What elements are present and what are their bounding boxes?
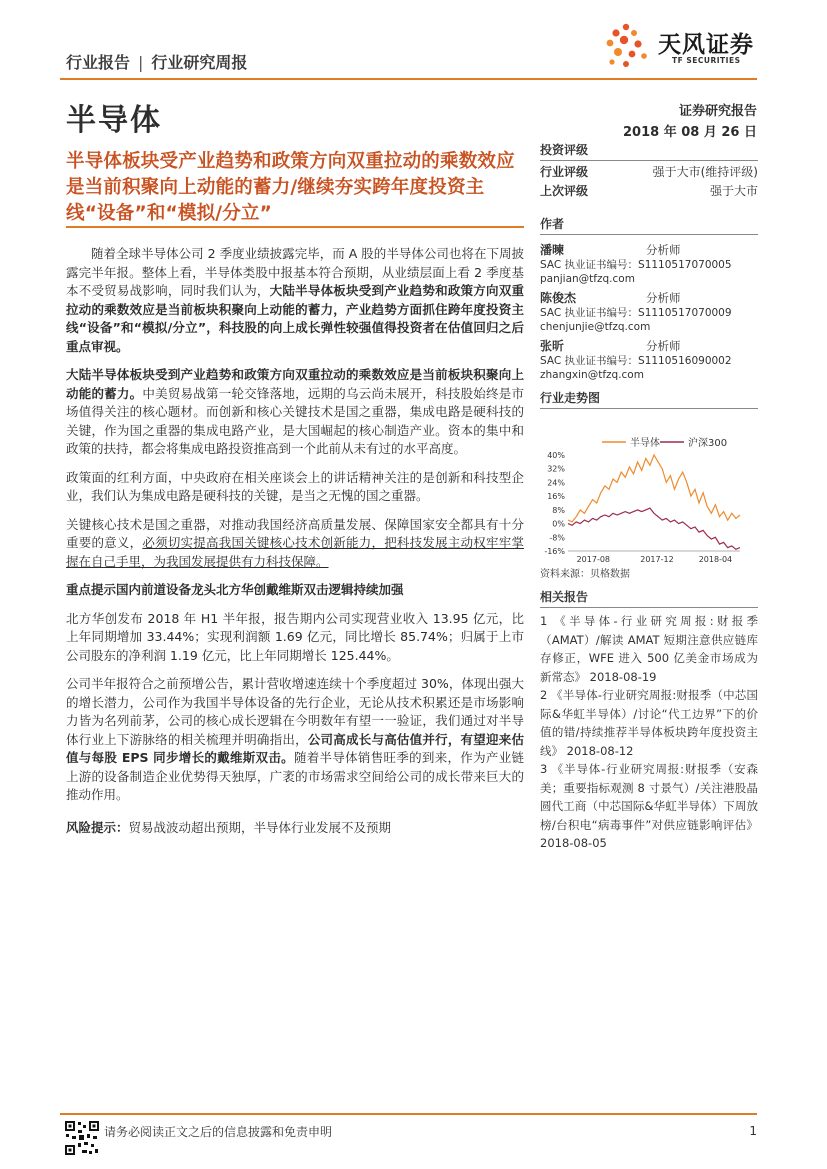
footer-disclaimer: 请务必阅读正文之后的信息披露和免责申明: [104, 1125, 333, 1139]
report-type: 证券研究报告: [678, 104, 757, 119]
report-category: 行业报告: [66, 53, 131, 72]
author-email[interactable]: zhangxin@tfzq.com: [540, 369, 644, 381]
series-line-csi300: [568, 508, 740, 549]
trend-chart: [540, 413, 758, 563]
paragraph-3: 政策面的红利方面，中央政府在相关座谈会上的讲话精神关注的是创新和科技型企业，我们认为集成电路是硬科技的关键，是当之无愧的国之重器。: [66, 469, 524, 503]
paragraph-1-text: 随着全球半导体公司 2 季度业绩披露完毕，而 A 股的半导体公司也将在下周披露完半年报。整体上看，半导体类股中报基本符合预期，从业绩层面上看 2 季度基本不受贸易战影响，同时我们认为，: [66, 246, 524, 298]
report-subcategory: 行业研究周报: [151, 53, 248, 72]
series-line-semiconductor: [568, 455, 740, 522]
legend-label-csi300: 沪深300: [688, 438, 728, 449]
company-logo: [606, 22, 758, 72]
rating-value: 强于大市(维持评级): [652, 165, 758, 179]
author-cert: SAC 执业证书编号：S1110517070009: [540, 307, 732, 319]
author-name: 陈俊杰: [540, 291, 577, 305]
y-tick-label: 40%: [547, 451, 565, 460]
x-tick-label: 2017-08: [576, 555, 611, 563]
rating-panel: [540, 141, 758, 201]
risk-label: 风险提示：: [66, 819, 129, 835]
paragraph-7-emphasis: 公司高成长与高估值并行，有望迎来估值与每股 EPS 同步增长的戴维斯双击。: [66, 731, 524, 765]
risk-warning: [66, 819, 524, 838]
header-separator: |: [138, 53, 144, 72]
author-name: 张昕: [540, 339, 565, 353]
chart-series: [568, 455, 740, 549]
x-tick-label: 2017-12: [640, 555, 674, 563]
paragraph-4-underlined: 必须切实提高我国关键核心技术创新能力，把科技发展主动权牢牢掌握在自己手里，为我国发展提供有力科技保障。: [66, 535, 524, 569]
related-panel: [540, 588, 758, 853]
paragraph-2-text: 中美贸易战第一轮交锋落地，远期的乌云尚未展开，科技股始终是市场值得关注的核心题材。而创新和核心关键技术是国之重器，集成电路是硬科技的关键，作为国之重器的集成电路产业，是大国崛起的核心制造产业。资本的集中和政策的扶持，都会将集成电路投资推高到一个此前从未有过的水平高度。: [66, 385, 524, 456]
author-role: 分析师: [646, 243, 681, 257]
x-tick-label: 2018-04: [698, 555, 733, 563]
author-name: 潘暕: [540, 243, 565, 257]
report-category-header: [66, 50, 247, 73]
paragraph-7: [66, 675, 524, 805]
chart-legend: [602, 436, 727, 449]
y-tick-label: -8%: [549, 533, 565, 543]
risk-text: 贸易战波动超出预期，半导体行业发展不及预期: [128, 819, 392, 835]
paragraph-4: [66, 516, 524, 572]
logo-chinese-name: 天风证券: [658, 32, 754, 58]
rating-row-previous: [540, 182, 758, 201]
y-tick-label: -16%: [544, 547, 565, 556]
author-email[interactable]: panjian@tfzq.com: [540, 273, 635, 285]
related-report-item[interactable]: 2 《半导体-行业研究周报:财报季（中芯国际&华虹半导体）/讨论“代工边界”下的价值的错/持续推荐半导体板块跨年度投资主线》 2018-08-12: [540, 688, 758, 758]
paragraph-2: [66, 366, 524, 459]
author-role: 分析师: [646, 339, 681, 353]
paragraph-7-text-2: 随着半导体销售旺季的到来，作为产业链上游的设备制造企业优势得天独厚，广袤的市场需求空间给公司的成长带来巨大的推动作用。: [66, 750, 524, 802]
y-tick-label: 16%: [547, 492, 565, 502]
rating-row-industry: [540, 163, 758, 182]
page-number: 1: [749, 1124, 757, 1138]
paragraph-1-emphasis: 大陆半导体板块受到产业趋势和政策方向双重拉动的乘数效应是当前板块积聚向上动能的蓄力，产业趋势方面抓住跨年度投资主线“设备”和“模拟/分立”，科技股的向上成长弹性较强值得投资者在估值回归之后重点审视。: [66, 283, 524, 354]
paragraph-1: [66, 245, 524, 356]
legend-label-semiconductor: 半导体: [630, 438, 660, 449]
section-heading: 重点提示国内前道设备龙头北方华创戴维斯双击逻辑持续加强: [66, 582, 404, 597]
y-tick-label: 0%: [552, 519, 565, 529]
related-report-item[interactable]: 1 《半导体-行业研究周报:财报季（AMAT）/解读 AMAT 短期注意供应链库存修正，WFE 进入 500 亿美金市场成为新常态》 2018-08-19: [540, 614, 758, 684]
rating-value: 强于大市: [709, 184, 758, 198]
related-title: 相关报告: [540, 588, 758, 608]
header-divider: [60, 78, 757, 80]
author-cert: SAC 执业证书编号：S1110516090002: [540, 355, 732, 367]
x-axis-ticks: [577, 555, 733, 563]
author-cert: SAC 执业证书编号：S1110517070005: [540, 259, 732, 271]
author-entry: [540, 241, 758, 286]
paragraph-6: 北方华创发布 2018 年 H1 半年报，报告期内公司实现营业收入 13.95 亿元，比上年同期增加 33.44%；实现利润额 1.69 亿元，同比增长 85.74%；归属于上市公司股东的净利润 1.19 亿元，比上年同期增长 125.44%。: [66, 610, 524, 663]
paragraph-4-text: 关键核心技术是国之重器，对推动我国经济高质量发展、保障国家安全都具有十分重要的意义，: [66, 516, 524, 550]
authors-title: 作者: [540, 215, 758, 235]
paragraph-7-text: 公司半年报符合之前预增公告，累计营收增速连续十个季度超过 30%，体现出强大的增长潜力，公司作为我国半导体设备的先行企业，无论从技术积累还是市场影响力皆为名列前茅，公司的核心成长逻辑在今明数年有望一一验证，我们通过对半导体行业上下游脉络的相关梳理并明确指出，: [66, 676, 524, 747]
rating-key: 行业评级: [540, 165, 589, 179]
related-report-item[interactable]: 3 《半导体-行业研究周报:财报季（安森美；重要指标观测 8 寸景气）/关注港股晶圆代工商（中芯国际&华虹半导体）下周放榜/台积电“病毒事件”对供应链影响评估》 2018-08-05: [540, 762, 758, 850]
rating-key: 上次评级: [540, 184, 589, 198]
y-tick-label: 8%: [552, 505, 565, 515]
y-tick-label: 24%: [547, 478, 565, 488]
report-headline: 半导体板块受产业趋势和政策方向双重拉动的乘数效应是当前积聚向上动能的蓄力/继续夯实跨年度投资主线“设备”和“模拟/分立”: [66, 151, 515, 224]
author-role: 分析师: [646, 291, 681, 305]
author-entry: [540, 289, 758, 334]
author-email[interactable]: chenjunjie@tfzq.com: [540, 321, 651, 333]
logo-mark-icon: [606, 22, 652, 70]
report-body: [66, 245, 524, 847]
headline-divider: [66, 226, 524, 228]
y-axis-ticks: [544, 451, 740, 556]
logo-english-name: TF SECURITIES: [672, 56, 741, 65]
footer-divider: [60, 1113, 757, 1115]
author-entry: [540, 337, 758, 382]
report-date: 2018 年 08 月 26 日: [623, 125, 757, 140]
paragraph-2-emphasis: 大陆半导体板块受到产业趋势和政策方向双重拉动的乘数效应是当前板块积聚向上动能的蓄力。: [66, 367, 524, 401]
y-tick-label: 32%: [547, 464, 565, 474]
sector-title: 半导体: [66, 103, 162, 138]
chart-source: 资料来源：贝格数据: [540, 569, 630, 580]
authors-panel: [540, 215, 758, 382]
rating-title: 投资评级: [540, 141, 758, 161]
trend-title: 行业走势图: [540, 389, 758, 409]
trend-panel: [540, 389, 758, 580]
qr-code-icon: [64, 1120, 100, 1156]
